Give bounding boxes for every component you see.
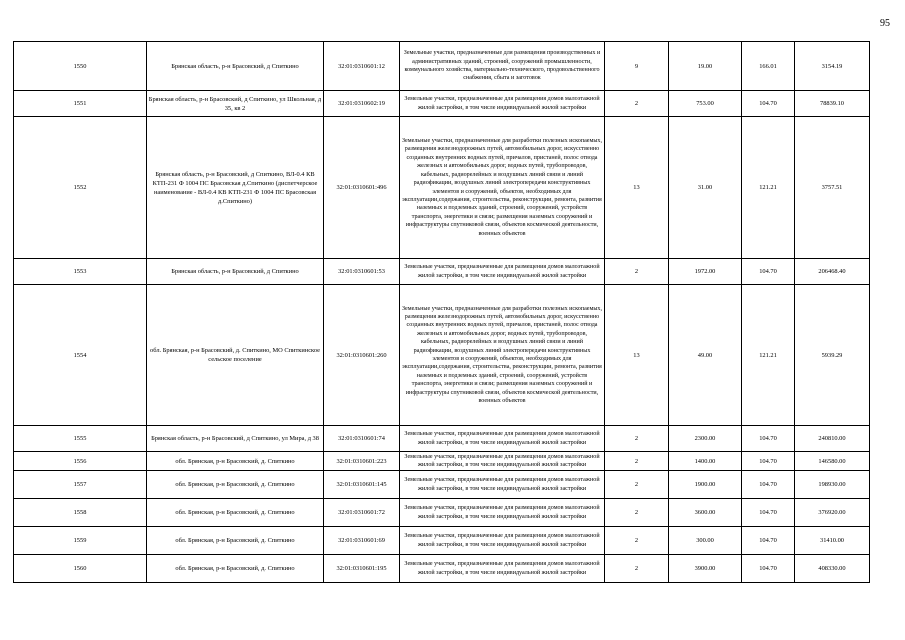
area-cell: 49.00	[669, 285, 742, 426]
table-row	[14, 499, 870, 527]
row-number-cell: 1553	[14, 259, 147, 285]
area-cell: 19.00	[669, 42, 742, 91]
permitted-use-cell: Земельные участки, предназначенные для размещения домов малоэтажной жилой застройки, в том числе индивидуальной жилой застройки	[400, 527, 605, 555]
permitted-use-cell: Земельные участки, предназначенные для размещения домов малоэтажной жилой застройки, в том числе индивидуальной жилой застройки	[400, 555, 605, 583]
permitted-use-cell: Земельные участки, предназначенные для разработки полезных ископаемых, размещения железнодорожных путей, автомобильных дорог, искусственно созданных внутренних водных путей, причалов, пристаней, полос отвода железных и автомобильных дорог, водных путей, трубопроводов, кабельных, радиорелейных и воздушных линий связи и линий радиофикации, воздушных линий электропередачи конструктивных элементов и сооружений, объектов, необходимых для эксплуатации,содержания, строительства, реконструкции, ремонта, развития наземных и подземных зданий, строений, сооружений, устройств транспорта, энергетики и связи; размещения наземных сооружений и инфраструктуры спутниковой связи, объектов космической деятельности, военных объектов	[400, 285, 605, 426]
address-cell: обл. Брянская, р-н Брасовский, д. Спиткино	[147, 499, 324, 527]
cadastral-value-cell: 5939.29	[795, 285, 870, 426]
rate-cell: 104.70	[742, 452, 795, 471]
area-cell: 3600.00	[669, 499, 742, 527]
table-row	[14, 91, 870, 117]
address-cell: Брянская область, р-н Брасовский, д Спиткино, ВЛ-0.4 КВ КТП-231 Ф 1004 ПС Брасовская д.Спиткино (диспетчерское наименование - ВЛ-0.4 КВ КТП-231 Ф 1004 ПС Брасовская д.Спиткино)	[147, 117, 324, 259]
group-cell: 2	[605, 452, 669, 471]
area-cell: 31.00	[669, 117, 742, 259]
permitted-use-cell: Земельные участки, предназначенные для размещения домов малоэтажной жилой застройки, в том числе индивидуальной жилой застройки	[400, 471, 605, 499]
area-cell: 2300.00	[669, 426, 742, 452]
address-cell: Брянская область, р-н Брасовский, д Спиткино, ул Мира, д 38	[147, 426, 324, 452]
table-row	[14, 259, 870, 285]
permitted-use-cell: Земельные участки, предназначенные для размещения домов малоэтажной жилой застройки, в том числе индивидуальной жилой застройки	[400, 91, 605, 117]
address-cell: Брянская область, р-н Брасовский, д Спиткино	[147, 259, 324, 285]
row-number-cell: 1560	[14, 555, 147, 583]
row-number-cell: 1555	[14, 426, 147, 452]
table-row	[14, 452, 870, 471]
cadastral-number-cell: 32:01:0310601:223	[324, 452, 400, 471]
rate-cell: 104.70	[742, 527, 795, 555]
table-row	[14, 426, 870, 452]
rate-cell: 166.01	[742, 42, 795, 91]
permitted-use-cell: Земельные участки, предназначенные для размещения домов малоэтажной жилой застройки, в том числе индивидуальной жилой застройки	[400, 499, 605, 527]
cadastral-number-cell: 32:01:0310602:19	[324, 91, 400, 117]
group-cell: 9	[605, 42, 669, 91]
cadastral-value-cell: 78839.10	[795, 91, 870, 117]
area-cell: 753.00	[669, 91, 742, 117]
row-number-cell: 1556	[14, 452, 147, 471]
rate-cell: 121.21	[742, 285, 795, 426]
cadastral-value-cell: 408330.00	[795, 555, 870, 583]
permitted-use-cell: Земельные участки, предназначенные для разработки полезных ископаемых, размещения железнодорожных путей, автомобильных дорог, искусственно созданных внутренних водных путей, причалов, пристаней, полос отвода железных и автомобильных дорог, водных путей, трубопроводов, кабельных, радиорелейных и воздушных линий связи и линий радиофикации, воздушных линий электропередачи конструктивных элементов и сооружений, объектов, необходимых для эксплуатации,содержания, строительства, реконструкции, ремонта, развития наземных и подземных зданий, строений, сооружений, устройств транспорта, энергетики и связи; размещения наземных сооружений и инфраструктуры спутниковой связи, объектов космической деятельности, военных объектов	[400, 117, 605, 259]
table-row	[14, 527, 870, 555]
row-number-cell: 1550	[14, 42, 147, 91]
group-cell: 13	[605, 285, 669, 426]
address-cell: обл. Брянская, р-н Брасовский, д. Спиткино	[147, 555, 324, 583]
rate-cell: 104.70	[742, 426, 795, 452]
address-cell: Брянская область, р-н Брасовский, д Спиткино, ул Школьная, д 35, кв 2	[147, 91, 324, 117]
address-cell: обл. Брянская, р-н Брасовский, д. Спиткино	[147, 471, 324, 499]
row-number-cell: 1552	[14, 117, 147, 259]
cadastral-number-cell: 32:01:0310601:260	[324, 285, 400, 426]
cadastral-value-cell: 198930.00	[795, 471, 870, 499]
rate-cell: 104.70	[742, 91, 795, 117]
table-body	[14, 42, 870, 583]
group-cell: 2	[605, 527, 669, 555]
cadastral-value-cell: 146580.00	[795, 452, 870, 471]
group-cell: 2	[605, 555, 669, 583]
area-cell: 1400.00	[669, 452, 742, 471]
permitted-use-cell: Земельные участки, предназначенные для размещения домов малоэтажной жилой застройки, в том числе индивидуальной жилой застройки	[400, 259, 605, 285]
address-cell: Брянская область, р-н Брасовский, д Спиткино	[147, 42, 324, 91]
page-number: 95	[880, 18, 890, 29]
group-cell: 2	[605, 91, 669, 117]
group-cell: 13	[605, 117, 669, 259]
rate-cell: 104.70	[742, 471, 795, 499]
rate-cell: 104.70	[742, 555, 795, 583]
rate-cell: 104.70	[742, 499, 795, 527]
rate-cell: 104.70	[742, 259, 795, 285]
area-cell: 1900.00	[669, 471, 742, 499]
address-cell: обл. Брянская, р-н Брасовский, д. Спиткино	[147, 452, 324, 471]
row-number-cell: 1559	[14, 527, 147, 555]
table-row	[14, 285, 870, 426]
cadastral-value-cell: 3154.19	[795, 42, 870, 91]
address-cell: обл. Брянская, р-н Брасовский, д. Спиткино	[147, 527, 324, 555]
table-row	[14, 42, 870, 91]
row-number-cell: 1558	[14, 499, 147, 527]
permitted-use-cell: Земельные участки, предназначенные для размещения домов малоэтажной жилой застройки, в том числе индивидуальной жилой застройки	[400, 426, 605, 452]
cadastral-value-cell: 206468.40	[795, 259, 870, 285]
area-cell: 3900.00	[669, 555, 742, 583]
table-row	[14, 117, 870, 259]
cadastral-value-cell: 31410.00	[795, 527, 870, 555]
table-row	[14, 471, 870, 499]
cadastral-number-cell: 32:01:0310601:74	[324, 426, 400, 452]
group-cell: 2	[605, 499, 669, 527]
cadastral-number-cell: 32:01:0310601:69	[324, 527, 400, 555]
cadastral-number-cell: 32:01:0310601:145	[324, 471, 400, 499]
area-cell: 300.00	[669, 527, 742, 555]
cadastral-number-cell: 32:01:0310601:496	[324, 117, 400, 259]
address-cell: обл. Брянская, р-н Брасовский, д. Спиткино, МО Спиткинское сельское поселение	[147, 285, 324, 426]
row-number-cell: 1554	[14, 285, 147, 426]
group-cell: 2	[605, 426, 669, 452]
cadastral-table	[13, 41, 870, 583]
cadastral-value-cell: 240810.00	[795, 426, 870, 452]
cadastral-number-cell: 32:01:0310601:53	[324, 259, 400, 285]
area-cell: 1972.00	[669, 259, 742, 285]
cadastral-value-cell: 376920.00	[795, 499, 870, 527]
group-cell: 2	[605, 259, 669, 285]
cadastral-number-cell: 32:01:0310601:195	[324, 555, 400, 583]
cadastral-number-cell: 32:01:0310601:72	[324, 499, 400, 527]
group-cell: 2	[605, 471, 669, 499]
row-number-cell: 1557	[14, 471, 147, 499]
cadastral-number-cell: 32:01:0310601:12	[324, 42, 400, 91]
row-number-cell: 1551	[14, 91, 147, 117]
permitted-use-cell: Земельные участки, предназначенные для размещения домов малоэтажной жилой застройки, в том числе индивидуальной жилой застройки	[400, 452, 605, 471]
cadastral-value-cell: 3757.51	[795, 117, 870, 259]
permitted-use-cell: Земельные участки, предназначенные для размещения производственных и административных зданий, строений, сооружений промышленности, коммунального хозяйства, материально-технического, продовольственного снабжения, сбыта и заготовок	[400, 42, 605, 91]
rate-cell: 121.21	[742, 117, 795, 259]
table-row	[14, 555, 870, 583]
